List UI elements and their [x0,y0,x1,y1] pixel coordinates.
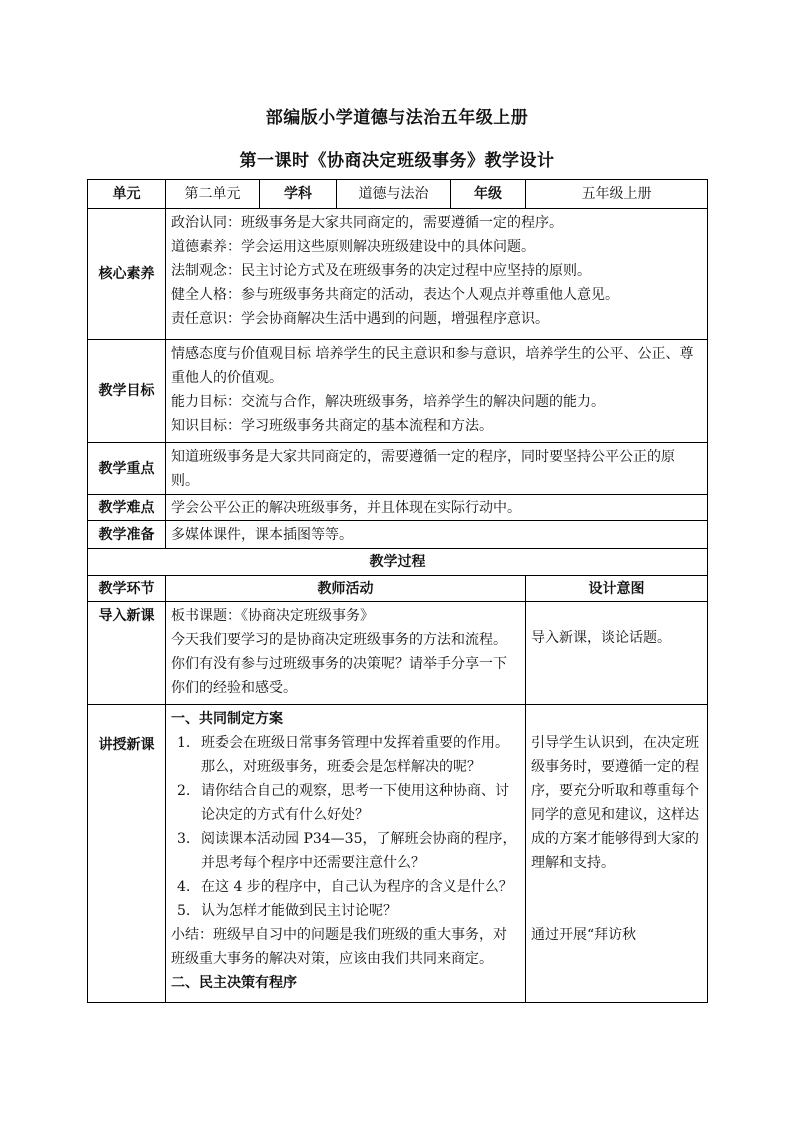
teaching-goals-content [166,340,708,443]
process-col-intent: 设计意图 [526,576,708,602]
list-item-number: 2. [177,783,191,799]
list-item-text: 在这 4 步的程序中，自己认为程序的含义是什么？ [201,879,513,895]
intro-row [88,602,708,705]
core-line: 政治认同：班级事务是大家共同商定的，需要遵循一定的程序。 [171,215,563,231]
teaching-goals-label: 教学目标 [88,340,166,443]
list-item [171,827,520,875]
goal-line: 能力目标：交流与合作，解决班级事务，培养学生的解决问题的能力。 [171,394,605,410]
teaching-prep-content: 多媒体课件，课本插图等等。 [166,521,708,549]
intent-text: 引导学生认识到，在决定班级事务时，要遵循一定的程序，要充分听取和尊重每个同学的意见和建议，这样达成的方案才能够得到大家的理解和支持。 [531,735,699,871]
teaching-difficulty-content: 学会公平公正的解决班级事务，并且体现在实际行动中。 [166,495,708,521]
list-item-text: 认为怎样才能做到民主讨论呢？ [201,903,397,919]
list-item-number: 4. [177,879,191,895]
list-item-text: 班委会在班级日常事务管理中发挥着重要的作用。那么，对班级事务，班委会是怎样解决的呢？ [201,735,509,775]
core-literacy-row [88,209,708,340]
intro-intent: 导入新课，谈论话题。 [526,602,708,705]
core-line: 法制观念：民主讨论方式及在班级事务的决定过程中应坚持的原则。 [171,263,591,279]
intent-text: 通过开展“拜访秋 [531,927,637,943]
intro-line: 今天我们要学习的是协商决定班级事务的方法和流程。你们有没有参与过班级事务的决策呢？请举手分享一下你们的经验和感受。 [171,632,507,696]
core-literacy-label: 核心素养 [88,209,166,340]
teaching-focus-row [88,443,708,495]
core-line: 健全人格：参与班级事务共商定的活动，表达个人观点并尊重他人意见。 [171,287,619,303]
lecture-intent [526,705,708,1003]
teaching-difficulty-row [88,495,708,521]
core-line: 道德素养：学会运用这些原则解决班级建设中的具体问题。 [171,239,535,255]
teaching-goals-row [88,340,708,443]
grade-value: 五年级上册 [526,180,708,209]
teaching-prep-label: 教学准备 [88,521,166,549]
lecture-label: 讲授新课 [88,705,166,1003]
list-item [171,779,520,827]
lecture-row [88,705,708,1003]
section-heading: 二、民主决策有程序 [171,975,297,991]
lesson-plan-table [87,179,708,1003]
list-item-text: 阅读课本活动园 P34—35，了解班会协商的程序，并思考每个程序中还需要注意什么？ [201,831,517,871]
teaching-focus-label: 教学重点 [88,443,166,495]
process-col-activity: 教师活动 [166,576,526,602]
process-title-row [88,549,708,576]
core-literacy-content [166,209,708,340]
list-item-text: 请你结合自己的观察，思考一下使用这种协商、讨论决定的方式有什么好处？ [201,783,509,823]
list-item-number: 5. [177,903,191,919]
process-header-row [88,576,708,602]
list-item [171,875,520,899]
list-item [171,731,520,779]
intro-label: 导入新课 [88,602,166,705]
list-item [171,899,520,923]
summary-text: 小结：班级早自习中的问题是我们班级的重大事务，对班级重大事务的解决对策，应该由我们共同来商定。 [171,927,507,967]
core-line: 责任意识：学会协商解决生活中遇到的问题，增强程序意识。 [171,311,549,327]
lesson-title: 第一课时《协商决定班级事务》教学设计 [239,151,555,171]
teaching-difficulty-label: 教学难点 [88,495,166,521]
unit-label: 单元 [88,180,166,209]
teaching-prep-row [88,521,708,549]
intro-line: 板书课题：《协商决定班级事务》 [171,608,374,624]
unit-value: 第二单元 [166,180,260,209]
process-col-stage: 教学环节 [88,576,166,602]
process-title: 教学过程 [88,549,708,576]
grade-label: 年级 [451,180,526,209]
subject-label: 学科 [260,180,337,209]
goal-line: 知识目标：学习班级事务共商定的基本流程和方法。 [171,418,493,434]
lecture-activity [166,705,526,1003]
list-item-number: 3. [177,831,191,847]
goal-line: 情感态度与价值观目标 培养学生的民主意识和参与意识，培养学生的公平、公正、尊重他人的价值观。 [171,346,694,386]
info-row [88,180,708,209]
document-title: 部编版小学道德与法治五年级上册 [265,108,529,128]
list-item-number: 1. [177,735,191,751]
intro-activity [166,602,526,705]
subject-value: 道德与法治 [337,180,451,209]
section-heading: 一、共同制定方案 [171,711,283,727]
teaching-focus-content: 知道班级事务是大家共同商定的，需要遵循一定的程序，同时要坚持公平公正的原则。 [166,443,708,495]
